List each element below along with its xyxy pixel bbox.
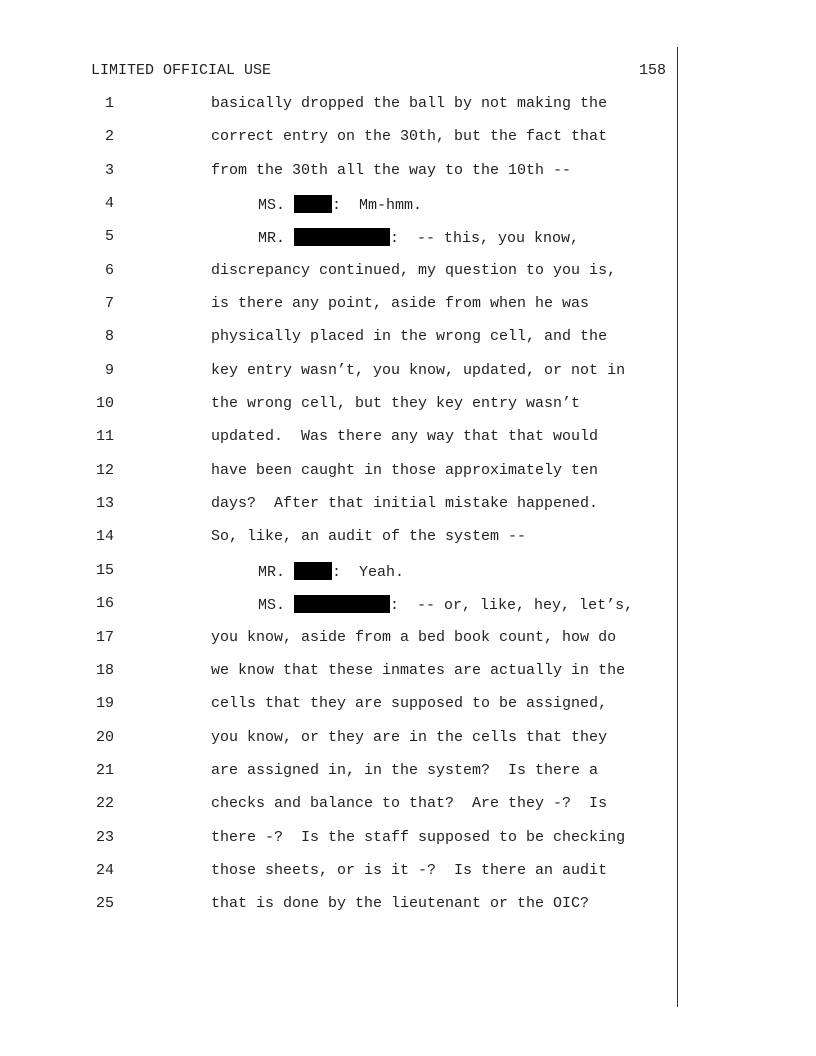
transcript-line-16: [0, 595, 676, 628]
line-number: 19: [95, 695, 114, 713]
line-number: 7: [104, 295, 114, 313]
spoken-text: : -- this, you know,: [390, 230, 580, 248]
speaker-line: [258, 562, 404, 581]
line-number: 21: [95, 761, 114, 779]
line-text: you know, or they are in the cells that they: [211, 728, 608, 746]
transcript-line-7: [0, 295, 676, 328]
transcript-line-8: [0, 328, 676, 361]
redacted-name: [294, 562, 332, 580]
transcript-line-6: [0, 262, 676, 295]
speaker-title: MS.: [258, 197, 286, 215]
transcript-line-20: [0, 729, 676, 762]
transcript-line-25: [0, 895, 676, 928]
transcript-line-14: [0, 528, 676, 561]
spoken-text: : Mm-hmm.: [332, 197, 423, 215]
line-number: 1: [104, 95, 114, 112]
transcript-line-10: [0, 395, 676, 428]
line-number: 15: [95, 561, 114, 579]
transcript-line-11: [0, 428, 676, 461]
line-text: those sheets, or is it -? Is there an audit: [211, 861, 608, 879]
line-number: 24: [95, 861, 114, 879]
line-number: 16: [95, 595, 114, 613]
line-number: 17: [95, 628, 114, 646]
transcript-line-21: [0, 762, 676, 795]
transcript-line-4: [0, 195, 676, 228]
spoken-text: : Yeah.: [332, 563, 405, 581]
line-number: 5: [104, 228, 114, 246]
transcript-line-3: [0, 162, 676, 195]
line-text: checks and balance to that? Are they -? Is: [211, 795, 608, 813]
line-text: you know, aside from a bed book count, how do: [211, 628, 617, 646]
line-number: 4: [104, 195, 114, 213]
line-text: discrepancy continued, my question to you is,: [211, 261, 617, 279]
speaker-title: MR.: [258, 563, 286, 581]
line-number: 23: [95, 828, 114, 846]
transcript-line-18: [0, 662, 676, 695]
transcript-line-17: [0, 629, 676, 662]
line-number: 10: [95, 395, 114, 413]
classification-header: LIMITED OFFICIAL USE: [91, 62, 272, 79]
transcript-line-23: [0, 829, 676, 862]
right-margin-rule: [677, 47, 678, 1007]
line-number: 12: [95, 461, 114, 479]
transcript-line-15: [0, 562, 676, 595]
line-text: is there any point, aside from when he was: [211, 295, 590, 313]
redacted-name: [294, 195, 332, 213]
spoken-text: : -- or, like, hey, let’s,: [390, 597, 634, 615]
speaker-title: MR.: [258, 230, 286, 248]
line-text: are assigned in, in the system? Is there a: [211, 761, 599, 779]
transcript-line-9: [0, 362, 676, 395]
line-text: from the 30th all the way to the 10th --: [211, 161, 572, 179]
transcript-line-2: [0, 128, 676, 161]
line-number: 9: [104, 361, 114, 379]
line-text: basically dropped the ball by not making the: [211, 95, 608, 112]
line-text: physically placed in the wrong cell, and the: [211, 328, 608, 346]
line-number: 3: [104, 161, 114, 179]
redacted-name: [294, 228, 390, 246]
line-text: correct entry on the 30th, but the fact that: [211, 128, 608, 146]
transcript-line-5: [0, 228, 676, 261]
speaker-line: [258, 595, 633, 614]
page-number: 158: [638, 62, 666, 79]
line-number: 25: [95, 895, 114, 913]
line-number: 8: [104, 328, 114, 346]
line-number: 20: [95, 728, 114, 746]
line-text: So, like, an audit of the system --: [211, 528, 527, 546]
line-text: days? After that initial mistake happened.: [211, 495, 599, 513]
speaker-line: [258, 228, 579, 247]
line-text: updated. Was there any way that that would: [211, 428, 599, 446]
transcript-line-13: [0, 495, 676, 528]
line-number: 14: [95, 528, 114, 546]
line-number: 11: [95, 428, 114, 446]
line-text: that is done by the lieutenant or the OIC?: [211, 895, 590, 913]
line-text: there -? Is the staff supposed to be checking: [211, 828, 626, 846]
line-number: 2: [104, 128, 114, 146]
speaker-line: [258, 195, 422, 214]
line-text: we know that these inmates are actually in the: [211, 661, 626, 679]
line-text: the wrong cell, but they key entry wasn’t: [211, 395, 581, 413]
line-number: 13: [95, 495, 114, 513]
line-text: key entry wasn’t, you know, updated, or not in: [211, 361, 626, 379]
line-number: 6: [104, 261, 114, 279]
speaker-title: MS.: [258, 597, 286, 615]
transcript-line-22: [0, 795, 676, 828]
line-number: 22: [95, 795, 114, 813]
line-number: 18: [95, 661, 114, 679]
transcript-body: [0, 95, 676, 929]
line-text: have been caught in those approximately ten: [211, 461, 599, 479]
transcript-line-19: [0, 695, 676, 728]
transcript-line-12: [0, 462, 676, 495]
transcript-line-1: [0, 95, 676, 128]
redacted-name: [294, 595, 390, 613]
line-text: cells that they are supposed to be assigned,: [211, 695, 608, 713]
transcript-line-24: [0, 862, 676, 895]
